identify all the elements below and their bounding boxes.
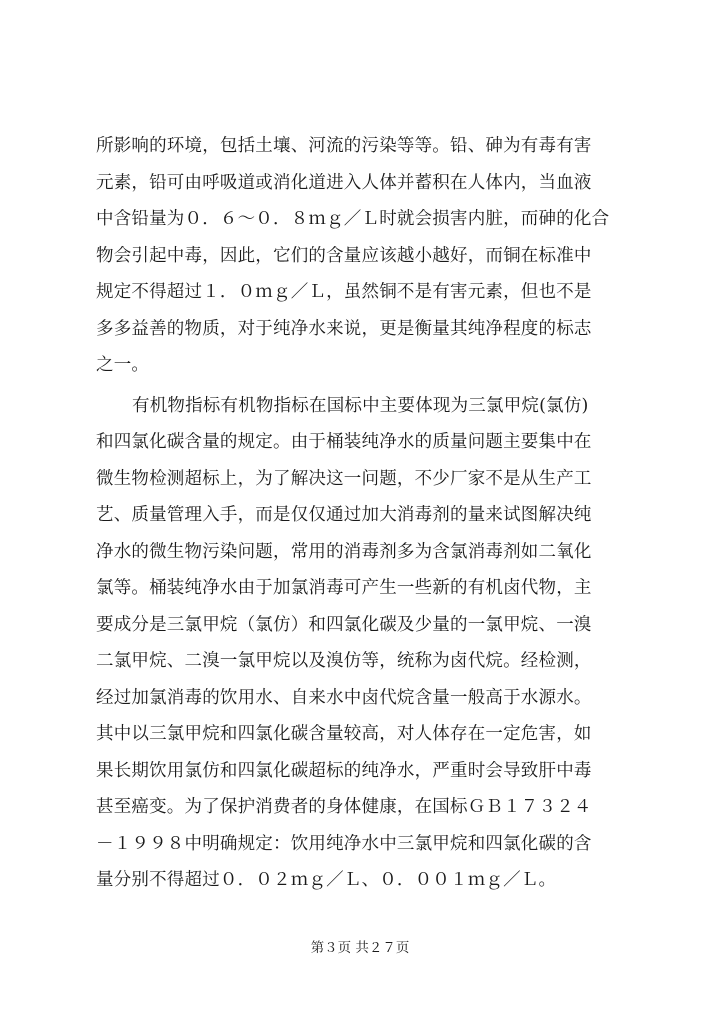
paragraph-2 xyxy=(96,388,636,899)
paragraph-line: 氯等。桶装纯净水由于加氯消毒可产生一些新的有机卤代物，主 xyxy=(96,578,592,598)
paragraph-line: 之一。 xyxy=(96,355,150,375)
paragraph-line: 所影响的环境，包括土壤、河流的污染等等。铅、砷为有毒有害 xyxy=(96,136,592,156)
paragraph-line: 和四氯化碳含量的规定。由于桶装纯净水的质量问题主要集中在 xyxy=(96,432,592,452)
paragraph-line: 微生物检测超标上，为了解决这一问题，不少厂家不是从生产工 xyxy=(96,468,592,489)
paragraph-line: 物会引起中毒，因此，它们的含量应该越小越好，而铜在标准中 xyxy=(96,245,592,266)
paragraph-line: 有机物指标有机物指标在国标中主要体现为三氯甲烷(氯仿) xyxy=(132,395,589,416)
body-text xyxy=(96,128,636,899)
paragraph-line: 中含铅量为０．６～０．８ｍｇ／Ｌ时就会损害内脏，而砷的化合 xyxy=(96,209,610,229)
paragraph-line: 要成分是三氯甲烷（氯仿）和四氯化碳及少量的一氯甲烷、一溴 xyxy=(96,614,592,635)
paragraph-line: 规定不得超过１．０ｍｇ／Ｌ，虽然铜不是有害元素，但也不是 xyxy=(96,282,592,302)
paragraph-line: 其中以三氯甲烷和四氯化碳含量较高，对人体存在一定危害，如 xyxy=(96,724,592,744)
paragraph-line: 果长期饮用氯仿和四氯化碳超标的纯净水，严重时会导致肝中毒 xyxy=(96,760,592,781)
paragraph-line: 多多益善的物质，对于纯净水来说，更是衡量其纯净程度的标志 xyxy=(96,318,592,339)
paragraph-line: －１９９８中明确规定：饮用纯净水中三氯甲烷和四氯化碳的含 xyxy=(96,833,592,854)
paragraph-line: 艺、质量管理入手，而是仅仅通过加大消毒剂的量来试图解决纯 xyxy=(96,505,592,525)
paragraph-line: 净水的微生物污染问题，常用的消毒剂多为含氯消毒剂如二氧化 xyxy=(96,541,592,562)
paragraph-line: 经过加氯消毒的饮用水、自来水中卤代烷含量一般高于水源水。 xyxy=(96,687,592,708)
paragraph-1 xyxy=(96,128,636,384)
paragraph-line: 元素，铅可由呼吸道或消化道进入人体并蓄积在人体内，当血液 xyxy=(96,172,592,193)
paragraph-line: 量分别不得超过０．０２ｍｇ／Ｌ、０．００１ｍｇ／Ｌ。 xyxy=(96,870,557,890)
page-number: 第３页 共２７页 xyxy=(310,940,410,956)
paragraph-line: 二氯甲烷、二溴一氯甲烷以及溴仿等，统称为卤代烷。经检测， xyxy=(96,651,592,671)
paragraph-line: 甚至癌变。为了保护消费者的身体健康，在国标ＧＢ１７３２４ xyxy=(96,797,592,817)
